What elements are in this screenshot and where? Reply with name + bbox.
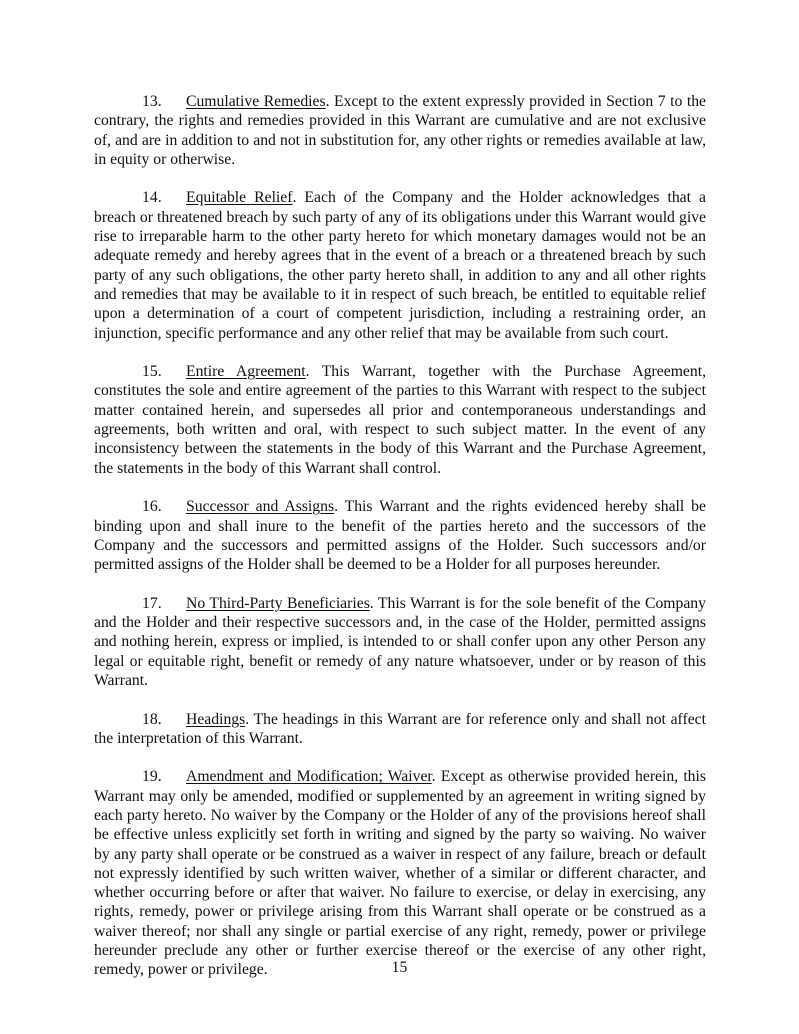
paragraph-line: matter contained herein, and supersedes all prior and contemporaneous understandings and bbox=[94, 401, 706, 419]
paragraph-line: of, and are in addition to and not in substitution for, any other rights or remedies available at law, bbox=[94, 131, 706, 149]
paragraph-line: contrary, the rights and remedies provided in this Warrant are cumulative and are not exclusive bbox=[94, 112, 706, 130]
section-heading: Successor and Assigns bbox=[186, 498, 335, 516]
paragraph-line: not expressly identified by such written waiver, whether of a similar or different character, and bbox=[94, 864, 706, 882]
section-paragraph bbox=[94, 497, 706, 574]
section-number: 14. bbox=[142, 189, 162, 207]
first-line-text: . This Warrant and the rights evidenced hereby shall be bbox=[334, 498, 706, 516]
section-number: 19. bbox=[142, 768, 162, 786]
paragraph-first-line bbox=[94, 188, 706, 207]
paragraph-line: legal or equitable right, benefit or remedy of any nature whatsoever, under or by reason of this bbox=[94, 652, 706, 670]
section-heading: Entire Agreement bbox=[186, 363, 306, 381]
paragraph-line: hereunder preclude any other or further exercise thereof or the exercise of any other right, bbox=[94, 942, 706, 960]
paragraph-line: constitutes the sole and entire agreement of the parties to this Warrant with respect to the subject bbox=[94, 382, 706, 400]
paragraph-line: rights, remedy, power or privilege arising from this Warrant shall operate or be construed as a bbox=[94, 903, 706, 921]
first-line-body bbox=[186, 188, 706, 207]
paragraph-first-line bbox=[94, 767, 706, 786]
paragraph-line: the statements in the body of this Warrant shall control. bbox=[94, 459, 441, 477]
paragraph-line: and nothing herein, express or implied, is intended to or shall confer upon any other Person any bbox=[94, 633, 706, 651]
first-line-body bbox=[186, 362, 706, 381]
section-heading: Equitable Relief bbox=[186, 189, 293, 207]
paragraph-line: the interpretation of this Warrant. bbox=[94, 729, 303, 747]
paragraph-line: Warrant. bbox=[94, 671, 149, 689]
paragraph-line: party of any such obligations, the other party hereto shall, in addition to any and all other rights bbox=[94, 266, 706, 284]
first-line-text: . This Warrant is for the sole benefit of the Company bbox=[369, 594, 706, 612]
section-paragraph bbox=[94, 188, 706, 342]
first-line-text: . The headings in this Warrant are for reference only and shall not affect bbox=[245, 710, 706, 728]
paragraph-first-line bbox=[94, 594, 706, 613]
paragraph-line: permitted assigns of the Holder shall be deemed to be a Holder for all purposes hereunder. bbox=[94, 556, 661, 574]
paragraph-first-line bbox=[94, 362, 706, 381]
paragraph-line: upon a determination of a court of competent jurisdiction, including a restraining order, an bbox=[94, 305, 706, 323]
section-heading: No Third-Party Beneficiaries bbox=[186, 594, 370, 612]
paragraph-line: waiver thereof; nor shall any single or partial exercise of any right, remedy, power or privilege bbox=[94, 922, 706, 940]
section-heading: Amendment and Modification; Waiver bbox=[186, 768, 432, 786]
first-line-body bbox=[186, 92, 706, 111]
first-line-text: . This Warrant, together with the Purchase Agreement, bbox=[305, 363, 706, 381]
first-line-text: . Except to the extent expressly provided in Section 7 to the bbox=[325, 93, 707, 110]
section-heading: Headings bbox=[186, 710, 246, 728]
paragraph-line: breach or threatened breach by such party of any of its obligations under this Warrant would give bbox=[94, 208, 706, 226]
section-paragraph bbox=[94, 362, 706, 478]
paragraph-line: Company and the successors and permitted assigns of the Holder. Such successors and/or bbox=[94, 536, 706, 554]
section-paragraph bbox=[94, 594, 706, 690]
section-number: 18. bbox=[142, 710, 162, 728]
paragraph-line: inconsistency between the statements in the body of this Warrant and the Purchase Agreement, bbox=[94, 440, 706, 458]
paragraph-first-line bbox=[94, 497, 706, 516]
section-number: 13. bbox=[142, 93, 162, 110]
section-number: 16. bbox=[142, 498, 162, 516]
first-line-body bbox=[186, 594, 706, 613]
paragraph-line: and the Holder and their respective successors and, in the case of the Holder, permitted assigns bbox=[94, 614, 706, 632]
paragraph-line: and remedies that may be available to it in respect of such breach, be entitled to equitable relief bbox=[94, 285, 706, 303]
paragraph-line: Warrant may only be amended, modified or supplemented by an agreement in writing signed by bbox=[94, 787, 706, 805]
paragraph-line: rise to irreparable harm to the other party hereto for which monetary damages would not be an bbox=[94, 228, 706, 246]
document-body bbox=[94, 92, 706, 999]
first-line-body bbox=[186, 767, 706, 786]
paragraph-first-line bbox=[94, 92, 706, 111]
section-heading: Cumulative Remedies bbox=[186, 93, 326, 110]
paragraph-line: adequate remedy and hereby agrees that in the event of a breach or a threatened breach by such bbox=[94, 247, 706, 265]
first-line-text: . Except as otherwise provided herein, this bbox=[431, 768, 706, 786]
section-paragraph bbox=[94, 92, 706, 169]
paragraph-line: binding upon and shall inure to the benefit of the parties hereto and the successors of the bbox=[94, 517, 706, 535]
paragraph-line: remedy, power or privilege. bbox=[94, 961, 268, 979]
section-paragraph bbox=[94, 710, 706, 749]
first-line-body bbox=[186, 497, 706, 516]
section-number: 17. bbox=[142, 594, 162, 612]
paragraph-line: agreements, both written and oral, with respect to such subject matter. In the event of any bbox=[94, 421, 706, 439]
first-line-body bbox=[186, 710, 706, 729]
first-line-text: . Each of the Company and the Holder acknowledges that a bbox=[292, 189, 706, 207]
paragraph-line: by any party shall operate or be construed as a waiver in respect of any failure, breach or default bbox=[94, 845, 706, 863]
section-paragraph bbox=[94, 767, 706, 979]
paragraph-line: be effective unless explicitly set forth in writing and signed by the party so waiving. No waiver bbox=[94, 826, 706, 844]
paragraph-first-line bbox=[94, 710, 706, 729]
paragraph-line: each party hereto. No waiver by the Company or the Holder of any of the provisions hereof shall bbox=[94, 806, 706, 824]
paragraph-line: whether occurring before or after that waiver. No failure to exercise, or delay in exercising, any bbox=[94, 884, 706, 902]
paragraph-line: in equity or otherwise. bbox=[94, 150, 236, 168]
section-number: 15. bbox=[142, 363, 162, 381]
paragraph-line: injunction, specific performance and any other relief that may be available from such court. bbox=[94, 324, 669, 342]
page-number: 15 bbox=[391, 959, 408, 976]
